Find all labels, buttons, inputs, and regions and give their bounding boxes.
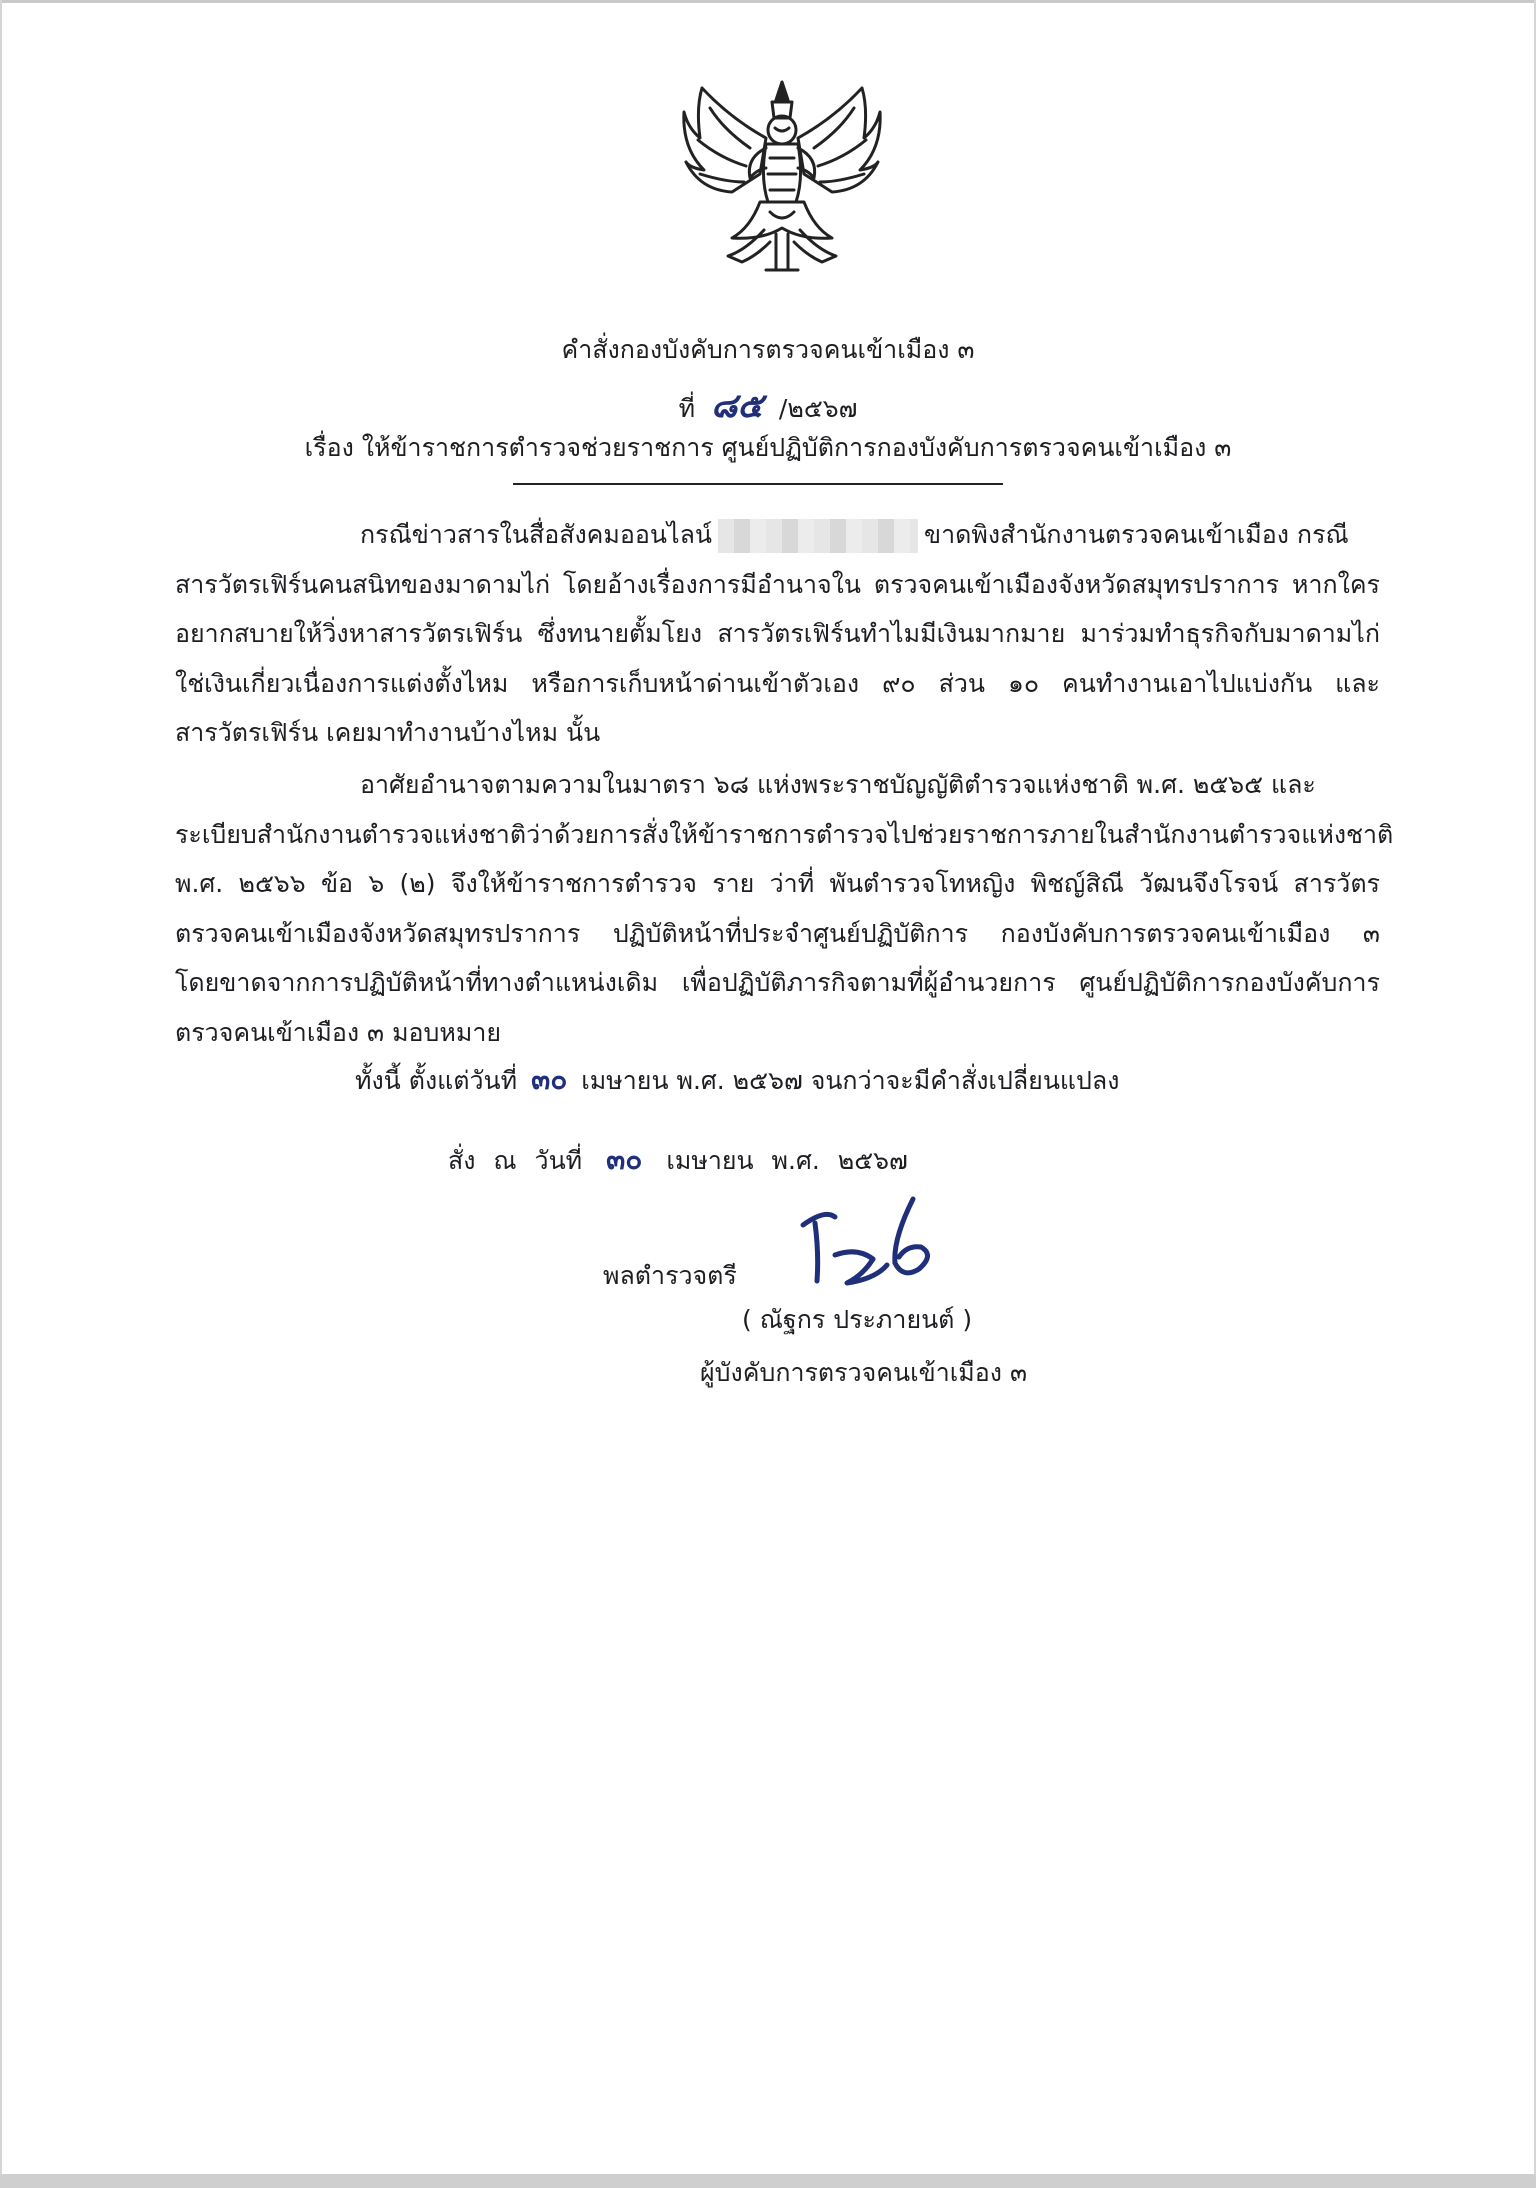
effective-day-handwritten: ๓๐ <box>531 1063 568 1096</box>
paragraph-line: ตรวจคนเข้าเมือง ๓ มอบหมาย <box>175 1017 502 1047</box>
frame-left <box>0 0 2 2188</box>
order-day-handwritten: ๓๐ <box>606 1143 643 1176</box>
signatory-rank: พลตำรวจตรี <box>603 1261 737 1290</box>
effective-date-text: ทั้งนี้ ตั้งแต่วันที่ <box>355 1066 518 1095</box>
redacted-block <box>718 519 918 553</box>
paragraph-line: อาศัยอำนาจตามความในมาตรา ๖๘ แห่งพระราชบัญญัติตำรวจแห่งชาติ พ.ศ. ๒๕๖๕ และ <box>360 770 1316 799</box>
effective-date-line <box>355 1058 1119 1102</box>
paragraph-2 <box>175 760 1394 1057</box>
effective-date-text: เมษายน พ.ศ. ๒๕๖๗ จนกว่าจะมีคำสั่งเปลี่ยนแปลง <box>581 1066 1120 1095</box>
signatory-position: ผู้บังคับการตรวจคนเข้าเมือง ๓ <box>700 1358 1028 1387</box>
paragraph-line: อยากสบายให้วิ่งหาสารวัตรเฟิร์น ซึ่งทนายตั้มโยง สารวัตรเฟิร์นทำไมมีเงินมากมาย มาร่วมทำธุรกิจกับมาดามไก่ <box>175 619 1380 648</box>
paragraph-line: ระเบียบสำนักงานตำรวจแห่งชาติว่าด้วยการสั่งให้ข้าราชการตำรวจไปช่วยราชการภายในสำนักงานตำรวจแห่งชาติ <box>175 819 1394 849</box>
order-date-text: สั่ง ณ วันที่ <box>448 1146 583 1175</box>
paragraph-line: ตรวจคนเข้าเมืองจังหวัดสมุทรปราการ ปฏิบัติหน้าที่ประจำศูนย์ปฏิบัติการ กองบังคับการตรวจคนเข้าเมือง ๓ <box>175 918 1380 948</box>
handwritten-signature <box>795 1195 945 1290</box>
paragraph-line <box>175 510 1380 560</box>
paragraph-line: ใช่เงินเกี่ยวเนื่องการแต่งตั้งไหม หรือการเก็บหน้าด่านเข้าตัวเอง ๙๐ ส่วน ๑๐ คนทำงานเอาไปแบ่งกัน และ <box>175 668 1380 698</box>
paragraph-1 <box>175 510 1380 758</box>
paragraph-line: สารวัตรเฟิร์นคนสนิทของมาดามไก่ โดยอ้างเรื่องการมีอำนาจใน ตรวจคนเข้าเมืองจังหวัดสมุทรปราการ หากใคร <box>175 569 1380 599</box>
frame-top <box>0 0 1536 3</box>
paragraph-line: สารวัตรเฟิร์น เคยมาทำงานบ้างไหม นั้น <box>175 718 601 747</box>
garuda-emblem-icon <box>680 78 884 278</box>
paragraph-line: พ.ศ. ๒๕๖๖ ข้อ ๖ (๒) จึงให้ข้าราชการตำรวจ ราย ว่าที่ พันตำรวจโทหญิง พิชญ์สิณี วัฒนจึงโรจน์ สารวัตร <box>175 869 1380 898</box>
document-number <box>0 378 1536 432</box>
frame-bottom <box>0 2174 1536 2188</box>
paragraph-line: โดยขาดจากการปฏิบัติหน้าที่ทางตำแหน่งเดิม เพื่อปฏิบัติภารกิจตามที่ผู้อำนวยการ ศูนย์ปฏิบัติการกองบังคับการ <box>175 968 1380 997</box>
document-title: คำสั่งกองบังคับการตรวจคนเข้าเมือง ๓ <box>561 335 975 364</box>
number-suffix: /๒๕๖๗ <box>778 394 858 423</box>
document-subject: เรื่อง ให้ข้าราชการตำรวจช่วยราชการ ศูนย์ปฏิบัติการกองบังคับการตรวจคนเข้าเมือง ๓ <box>304 433 1232 462</box>
number-prefix: ที่ <box>678 394 696 423</box>
signatory-name: ( ณัฐกร ประภายนต์ ) <box>742 1305 973 1334</box>
order-date-text: เมษายน พ.ศ. ๒๕๖๗ <box>666 1146 908 1175</box>
paragraph-text: ขาดพิงสำนักงานตรวจคนเข้าเมือง กรณี <box>924 520 1349 549</box>
heading-divider <box>513 483 1003 485</box>
paragraph-text: กรณีข่าวสารในสื่อสังคมออนไลน์ <box>360 520 712 549</box>
number-handwritten: ๘๕ <box>711 386 763 426</box>
order-date-line <box>448 1138 908 1182</box>
